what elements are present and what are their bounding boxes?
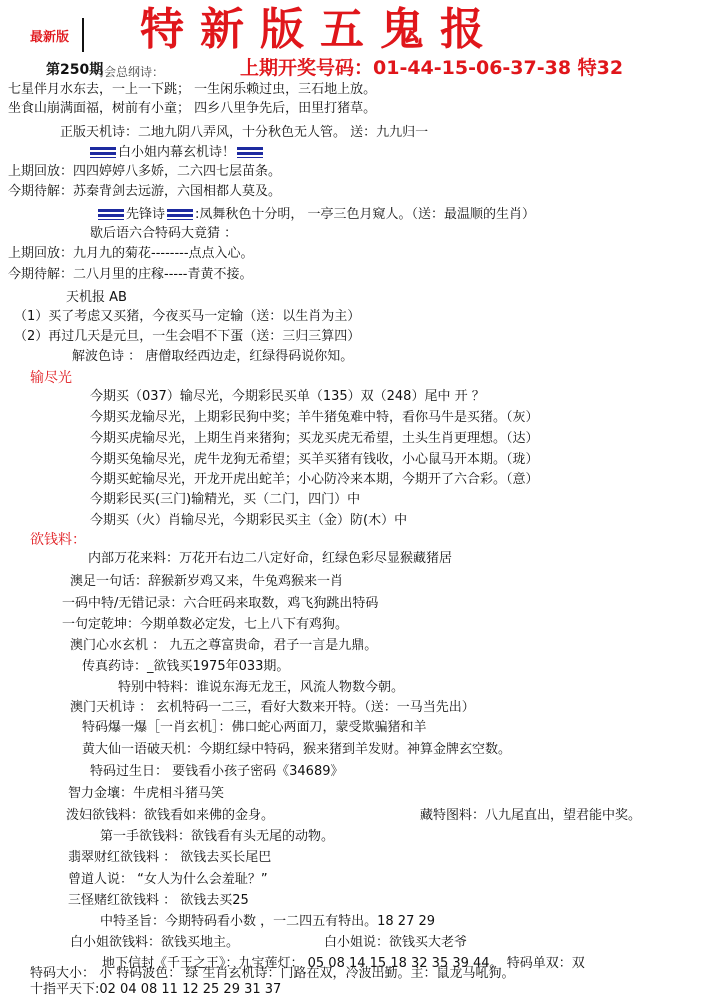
- lose-line-2: 今期买龙输尽光，上期彩民狗中奖；羊牛猪兔难中特，看你马牛是买猪。（灰）: [90, 410, 539, 425]
- tip-line-19a: 白小姐欲钱料：欲钱买地主。: [70, 935, 240, 950]
- triple-bar-icon: [90, 147, 116, 158]
- tip-line-10: 黄大仙一语破天机：今期红绿中特码，猴来猪到羊发财。神算金牌玄空数。: [82, 742, 512, 757]
- lose-line-6: 今期彩民买(三门)输精光，买（二门，四门）中: [90, 492, 361, 507]
- pioneer-poem-label: 先锋诗: [126, 207, 166, 222]
- today-answer-2: 今期待解：二八月里的庄稼-----青黄不接。: [8, 267, 253, 282]
- tip-line-13b: 藏特图料：八九尾直出，望君能中奖。: [420, 808, 642, 823]
- tip-line-19b: 白小姐说：欲钱买大老爷: [324, 935, 468, 950]
- triple-bar-icon: [167, 209, 193, 220]
- last-draw-result: 上期开奖号码：01-44-15-06-37-38 特32: [240, 57, 624, 79]
- newest-edition-badge: 最新版: [30, 30, 70, 45]
- lose-line-3: 今期买虎输尽光，上期生肖来猪狗；买龙买虎无希望，土头生肖更理想。（达）: [90, 431, 539, 446]
- tip-line-7: 特别中特料：谁说东海无龙王，风流人物数今朝。: [118, 680, 405, 695]
- tip-line-13a: 泼妇欲钱料：欲钱看如来佛的金身。: [66, 808, 275, 823]
- tip-line-14: 第一手欲钱料：欲钱看有头无尾的动物。: [100, 829, 335, 844]
- last-review-2: 上期回放：九月九的菊花--------点点入心。: [8, 246, 254, 261]
- tip-line-3: 一码中特/无错记录：六合旺码来取数，鸡飞狗跳出特码: [62, 596, 379, 611]
- insider-poem-label: 白小姐内幕玄机诗！: [118, 145, 236, 160]
- section-lose-all: 输尽光: [30, 370, 72, 386]
- pioneer-poem: [96, 207, 535, 223]
- tip-line-15: 翡翠财红欲钱料 ： 欲钱去买长尾巴: [68, 850, 272, 865]
- page-title: 特新版五鬼报: [140, 4, 500, 55]
- tip-line-21: 特码大小： 小 特码波色： 绿 生肖玄机诗：门路在双，冷波出勤。主：鼠龙马吼狗。: [30, 966, 515, 981]
- issue-number: 第250期: [46, 62, 104, 78]
- tip-line-20: 地下信封《千王之王》：九宝莲灯： 05 08 14 15 18 32 35 39 44。 特码单双：双: [102, 956, 585, 971]
- lose-line-5: 今期买蛇输尽光，开龙开虎出蛇羊；小心防冷来本期，今期开了六合彩。（意）: [90, 472, 539, 487]
- triple-bar-icon: [237, 147, 263, 158]
- tip-line-9: 特码爆一爆［一肖玄机］：佛口蛇心两面刀，蒙受欺骗猪和羊: [82, 720, 427, 735]
- tip-line-8: 澳门天机诗 ： 玄机特码一二三，看好大数来开特。（送：一马当先出）: [70, 700, 475, 715]
- tip-line-1: 内部万花来料：万花开右边二八定好命，红绿色彩尽显猴藏猪居: [88, 551, 453, 566]
- machine-poem: 正版天机诗：二地九阴八弄风，十分秋色无人管。 送：九九归一: [60, 125, 429, 140]
- tianji-line-1: （1）买了考虑又买猪，今夜买马一定输（送：以生肖为主）: [14, 309, 361, 324]
- tianji-line-2: （2）再过几天是元旦，一生会唱不下蛋（送：三归三算四）: [14, 329, 361, 344]
- poem-label: 马会总纲诗：: [92, 65, 165, 79]
- lose-line-4: 今期买兔输尽光，虎牛龙狗无希望；买羊买猪有钱收，小心鼠马开本期。（珑）: [90, 452, 539, 467]
- lose-line-7: 今期买（火）肖输尽光，今期彩民买主（金）防(木）中: [90, 513, 408, 528]
- poem-line-1: 七星伴月水东去，一上一下跳； 一生闲乐赖过虫，三石地上放。: [8, 82, 377, 97]
- triple-bar-icon: [98, 209, 124, 220]
- wave-color-poem: 解波色诗 ： 唐僧取经西边走，红绿得码说你知。: [72, 349, 354, 364]
- lose-line-1: 今期买（037）输尽光，今期彩民买单（135）双（248）尾中 开 ？: [90, 389, 485, 404]
- tianji-heading: 天机报 AB: [66, 290, 127, 305]
- last-review-1: 上期回放：四四婷婷八多娇，二六四七层苗条。: [8, 164, 282, 179]
- tip-line-17: 三怪赌红欲钱料 ： 欲钱去买25: [68, 893, 249, 908]
- tip-line-5: 澳门心水玄机 ： 九五之尊富贵命，君子一言是九鼎。: [70, 638, 378, 653]
- today-answer-1: 今期待解：苏秦背剑去远游，六国相都人莫及。: [8, 184, 282, 199]
- insider-poem-heading: [88, 145, 265, 161]
- tip-line-12: 智力金壤：牛虎相斗猪马笑: [68, 786, 225, 801]
- header-divider: [82, 18, 84, 52]
- tip-line-4: 一句定乾坤：今期单数必定发，七上八下有鸡狗。: [62, 617, 349, 632]
- tip-line-2: 澳足一句话：辞猴新岁鸡又来，牛兔鸡猴来一肖: [70, 574, 344, 589]
- section-money-tips: 欲钱料：: [30, 532, 86, 548]
- pioneer-poem-text: :凤舞秋色十分明， 一亭三色月窥人。（送：最温顺的生肖）: [195, 207, 536, 222]
- tip-line-6: 传真药诗：_欲钱买1975年033期。: [82, 659, 290, 674]
- riddle-heading: 歇后语六合特码大竟猜 ：: [90, 226, 238, 241]
- tip-line-22: 十指平天下:02 04 08 11 12 25 29 31 37: [30, 982, 282, 997]
- tip-line-18: 中特圣旨：今期特码看小数 ，一二四五有特出。18 27 29: [100, 914, 436, 929]
- poem-line-2: 坐食山崩满面福，树前有小童； 四乡八里争先后，田里打猪草。: [8, 101, 377, 116]
- tip-line-11: 特码过生日： 要钱看小孩子密码《34689》: [90, 764, 344, 779]
- tip-line-16: 曾道人说： “女人为什么会羞耻？”: [68, 872, 268, 887]
